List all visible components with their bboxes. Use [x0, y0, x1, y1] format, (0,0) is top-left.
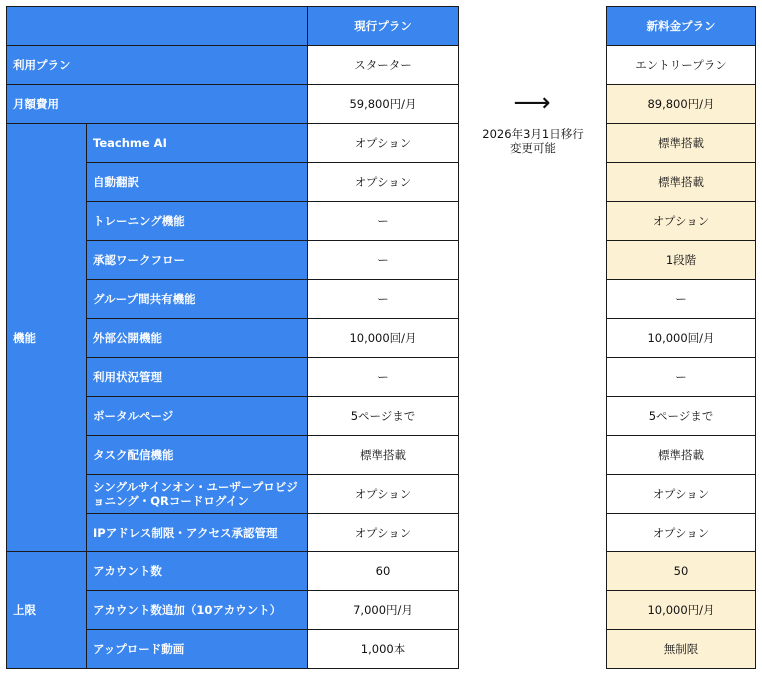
feature-label: トレーニング機能: [87, 202, 308, 241]
feature-label: アカウント数: [87, 552, 308, 591]
new-value-cell: オプション: [607, 475, 756, 514]
transition-note: [472, 127, 594, 155]
current-value-cell: 5ページまで: [308, 397, 459, 436]
row-label-plan: 利用プラン: [7, 46, 308, 85]
right-arrow-icon: ⟶: [513, 88, 551, 118]
new-plan-header: 新料金プラン: [607, 7, 756, 46]
current-value-cell: ー: [308, 358, 459, 397]
current-value-cell: ー: [308, 241, 459, 280]
feature-label: グループ間共有機能: [87, 280, 308, 319]
current-value-cell: オプション: [308, 514, 459, 552]
new-value-cell: 1段階: [607, 241, 756, 280]
feature-label: 利用状況管理: [87, 358, 308, 397]
new-value-cell: オプション: [607, 514, 756, 552]
current-value-cell: スターター: [308, 46, 459, 85]
category-limits: 上限: [7, 552, 87, 669]
current-value-cell: ー: [308, 202, 459, 241]
new-value-cell: 89,800円/月: [607, 85, 756, 124]
feature-label: 承認ワークフロー: [87, 241, 308, 280]
feature-label: アップロード動画: [87, 630, 308, 669]
feature-label: アカウント数追加（10アカウント）: [87, 591, 308, 630]
transition-date: 2026年3月1日移行: [482, 127, 584, 141]
feature-label: IPアドレス制限・アクセス承認管理: [87, 514, 308, 552]
feature-label: Teachme AI: [87, 124, 308, 163]
current-value-cell: ー: [308, 280, 459, 319]
current-value-cell: 10,000回/月: [308, 319, 459, 358]
current-plan-table: [6, 6, 459, 669]
new-value-cell: 標準搭載: [607, 163, 756, 202]
feature-label: シングルサインオン・ユーザープロビジョニング・QRコードログイン: [87, 475, 308, 514]
new-value-cell: 10,000回/月: [607, 319, 756, 358]
header-blank-cell: [7, 7, 308, 46]
current-value-cell: オプション: [308, 163, 459, 202]
current-value-cell: 60: [308, 552, 459, 591]
current-value-cell: 7,000円/月: [308, 591, 459, 630]
feature-label: タスク配信機能: [87, 436, 308, 475]
feature-label: 外部公開機能: [87, 319, 308, 358]
new-value-cell: 10,000円/月: [607, 591, 756, 630]
category-features: 機能: [7, 124, 87, 552]
current-plan-header: 現行プラン: [308, 7, 459, 46]
new-value-cell: 無制限: [607, 630, 756, 669]
new-value-cell: 標準搭載: [607, 436, 756, 475]
new-value-cell: ー: [607, 280, 756, 319]
feature-label: ポータルページ: [87, 397, 308, 436]
new-value-cell: 50: [607, 552, 756, 591]
new-value-cell: 5ページまで: [607, 397, 756, 436]
current-value-cell: オプション: [308, 475, 459, 514]
current-value-cell: 標準搭載: [308, 436, 459, 475]
new-value-cell: 標準搭載: [607, 124, 756, 163]
row-label-monthly-fee: 月額費用: [7, 85, 308, 124]
feature-label: 自動翻訳: [87, 163, 308, 202]
new-plan-table: [606, 6, 756, 669]
current-value-cell: オプション: [308, 124, 459, 163]
new-value-cell: エントリープラン: [607, 46, 756, 85]
transition-caption: 変更可能: [510, 141, 556, 155]
current-value-cell: 59,800円/月: [308, 85, 459, 124]
new-value-cell: ー: [607, 358, 756, 397]
new-value-cell: オプション: [607, 202, 756, 241]
current-value-cell: 1,000本: [308, 630, 459, 669]
